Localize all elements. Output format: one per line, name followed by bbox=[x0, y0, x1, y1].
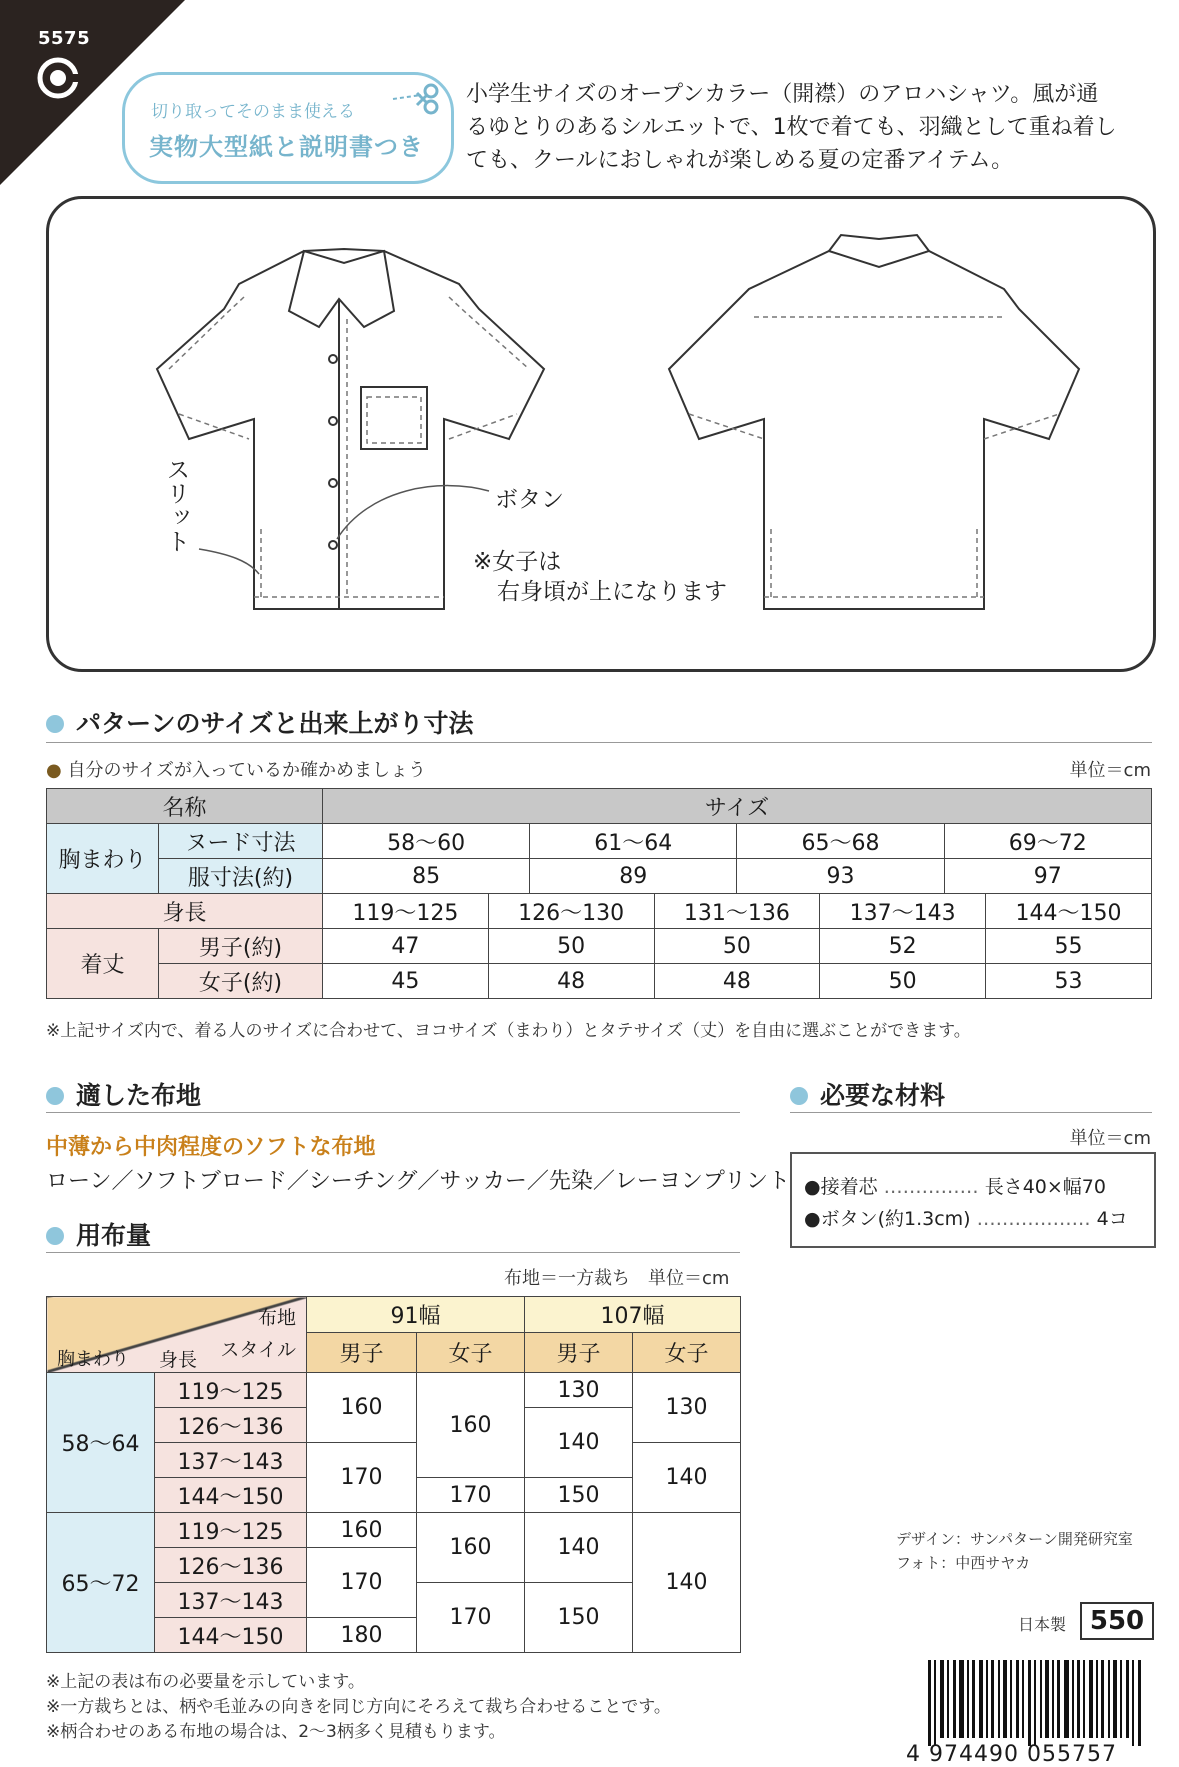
width-107-header: 107幅 bbox=[525, 1297, 741, 1333]
chest-group-label: 58〜64 bbox=[47, 1373, 155, 1513]
button-icon bbox=[329, 355, 337, 363]
material-value: 4コ bbox=[1096, 1208, 1128, 1230]
chest-label: 胸まわり bbox=[47, 824, 159, 894]
price-box: 550 bbox=[1080, 1602, 1154, 1640]
yardage-value: 170 bbox=[307, 1548, 417, 1618]
nude-value: 69〜72 bbox=[944, 824, 1151, 859]
height-row-label: 137〜143 bbox=[155, 1583, 307, 1618]
height-value: 126〜130 bbox=[488, 894, 654, 929]
yardage-value: 150 bbox=[525, 1478, 633, 1513]
height-value: 144〜150 bbox=[986, 894, 1152, 929]
material-leader: ……………… bbox=[976, 1208, 1091, 1230]
height-row-label: 119〜125 bbox=[155, 1373, 307, 1408]
girls-header: 女子 bbox=[633, 1333, 741, 1373]
yardage-value: 140 bbox=[633, 1513, 741, 1653]
boys-length: 55 bbox=[986, 929, 1152, 964]
yardage-note: 布地＝一方裁ち 単位＝cm bbox=[504, 1268, 730, 1289]
girls-note-line2: 右身頃が上になります bbox=[497, 579, 727, 605]
height-row-label: 144〜150 bbox=[155, 1478, 307, 1513]
material-item bbox=[804, 1204, 1128, 1231]
girls-header: 女子 bbox=[417, 1333, 525, 1373]
boys-length: 50 bbox=[488, 929, 654, 964]
boys-header: 男子 bbox=[307, 1333, 417, 1373]
barcode-number: 4 974490 055757 bbox=[906, 1742, 1117, 1767]
height-row-label: 119〜125 bbox=[155, 1513, 307, 1548]
material-item bbox=[804, 1172, 1106, 1199]
materials-unit: 単位＝cm bbox=[1069, 1128, 1151, 1149]
girls-length: 45 bbox=[323, 964, 489, 999]
section-bullet-icon bbox=[46, 1087, 64, 1105]
callout-line2: 実物大型紙と説明書つき bbox=[149, 133, 424, 161]
yardage-value: 150 bbox=[525, 1583, 633, 1653]
fabric-subtitle: 中薄から中肉程度のソフトな布地 bbox=[46, 1135, 376, 1160]
size-subtitle-text: 自分のサイズが入っているか確かめましょう bbox=[67, 760, 427, 781]
section-bullet-icon bbox=[790, 1087, 808, 1105]
width-91-header: 91幅 bbox=[307, 1297, 525, 1333]
girls-length: 48 bbox=[488, 964, 654, 999]
intro-line: 小学生サイズのオープンカラー（開襟）のアロハシャツ。風が通 bbox=[466, 82, 1099, 107]
materials-section-title bbox=[790, 1076, 945, 1112]
yardage-value: 160 bbox=[307, 1373, 417, 1443]
material-leader: …………… bbox=[883, 1176, 979, 1198]
fabric-section-title-text: 適した布地 bbox=[76, 1081, 202, 1110]
girls-length: 50 bbox=[820, 964, 986, 999]
button-label: ボタン bbox=[495, 487, 564, 513]
size-section-title bbox=[46, 704, 474, 740]
garment-value: 89 bbox=[530, 859, 737, 894]
boys-length: 50 bbox=[654, 929, 820, 964]
size-table bbox=[46, 788, 1152, 999]
garment-label: 服寸法(約) bbox=[159, 859, 323, 894]
corner-style-label: スタイル bbox=[220, 1339, 296, 1361]
yardage-value: 160 bbox=[417, 1373, 525, 1478]
length-label: 着丈 bbox=[47, 929, 159, 999]
header-size-cell: サイズ bbox=[323, 789, 1152, 824]
materials-section-title-text: 必要な材料 bbox=[820, 1081, 946, 1110]
brand-logo-icon bbox=[36, 56, 80, 100]
fabric-section-title bbox=[46, 1076, 201, 1112]
scissors-icon bbox=[391, 83, 441, 115]
yardage-value: 130 bbox=[633, 1373, 741, 1443]
button-icon bbox=[329, 417, 337, 425]
section-bullet-icon bbox=[46, 1227, 64, 1245]
material-name: ●ボタン(約1.3cm) bbox=[804, 1208, 971, 1230]
corner-chest-label: 胸まわり bbox=[57, 1349, 129, 1370]
yardage-corner-cell bbox=[47, 1297, 307, 1373]
product-code: 5575 bbox=[38, 28, 91, 49]
boys-length: 47 bbox=[323, 929, 489, 964]
corner-height-label: 身長 bbox=[159, 1349, 198, 1371]
yardage-value: 140 bbox=[525, 1408, 633, 1478]
yardage-value: 160 bbox=[307, 1513, 417, 1548]
design-credit: デザイン：サンパターン開発研究室 bbox=[896, 1530, 1133, 1548]
nude-value: 61〜64 bbox=[530, 824, 737, 859]
button-icon bbox=[329, 541, 337, 549]
corner-fabric-label: 布地 bbox=[257, 1307, 296, 1329]
boys-length: 52 bbox=[820, 929, 986, 964]
pattern-callout bbox=[122, 72, 454, 184]
intro-line: るゆとりのあるシルエットで、1枚で着ても、羽織として重ね着し bbox=[466, 115, 1117, 140]
nude-label: ヌード寸法 bbox=[159, 824, 323, 859]
yardage-value: 170 bbox=[417, 1478, 525, 1513]
boys-label: 男子(約) bbox=[159, 929, 323, 964]
yardage-value: 130 bbox=[525, 1373, 633, 1408]
material-value: 長さ40×幅70 bbox=[984, 1176, 1106, 1198]
yardage-section-title bbox=[46, 1216, 151, 1252]
slit-label: スリット bbox=[162, 457, 190, 553]
girls-label: 女子(約) bbox=[159, 964, 323, 999]
fabric-list: ローン／ソフトブロード／シーチング／サッカー／先染／レーヨンプリント bbox=[46, 1169, 791, 1194]
intro-text bbox=[466, 78, 1156, 177]
height-label: 身長 bbox=[47, 894, 323, 929]
yardage-footnote: ※柄合わせのある布地の場合は、2〜3柄多く見積もります。 bbox=[46, 1722, 506, 1742]
header-name-cell: 名称 bbox=[47, 789, 323, 824]
height-value: 131〜136 bbox=[654, 894, 820, 929]
size-subtitle: ● 自分のサイズが入っているか確かめましょう bbox=[46, 760, 427, 781]
callout-line1: 切り取ってそのまま使える bbox=[151, 102, 355, 122]
divider bbox=[790, 1112, 1152, 1113]
height-value: 119〜125 bbox=[323, 894, 489, 929]
height-value: 137〜143 bbox=[820, 894, 986, 929]
yardage-value: 160 bbox=[417, 1513, 525, 1583]
nude-value: 65〜68 bbox=[737, 824, 944, 859]
height-row-label: 126〜136 bbox=[155, 1408, 307, 1443]
girls-note-line1: ※女子は bbox=[473, 549, 562, 575]
yardage-footnotes bbox=[46, 1670, 671, 1745]
shirt-illustration-box bbox=[46, 196, 1156, 672]
yardage-table bbox=[46, 1296, 741, 1653]
girls-length: 48 bbox=[654, 964, 820, 999]
yardage-footnote: ※一方裁ちとは、柄や毛並みの向きを同じ方向にそろえて裁ち合わせることです。 bbox=[46, 1697, 671, 1717]
divider bbox=[46, 1112, 740, 1113]
materials-box bbox=[790, 1152, 1156, 1248]
height-row-label: 137〜143 bbox=[155, 1443, 307, 1478]
yardage-value: 170 bbox=[307, 1443, 417, 1513]
garment-value: 97 bbox=[944, 859, 1151, 894]
divider bbox=[46, 742, 1152, 743]
made-in-label: 日本製 bbox=[1018, 1615, 1067, 1634]
divider bbox=[46, 1252, 740, 1253]
button-icon bbox=[329, 479, 337, 487]
nude-value: 58〜60 bbox=[323, 824, 530, 859]
yardage-value: 180 bbox=[307, 1618, 417, 1653]
girls-length: 53 bbox=[986, 964, 1152, 999]
yardage-value: 140 bbox=[525, 1513, 633, 1583]
garment-value: 93 bbox=[737, 859, 944, 894]
yardage-footnote: ※上記の表は布の必要量を示しています。 bbox=[46, 1672, 365, 1692]
section-bullet-icon bbox=[46, 715, 64, 733]
chest-group-label: 65〜72 bbox=[47, 1513, 155, 1653]
yardage-value: 170 bbox=[417, 1583, 525, 1653]
size-unit: 単位＝cm bbox=[1069, 760, 1151, 781]
size-footnote: ※上記サイズ内で、着る人のサイズに合わせて、ヨコサイズ（まわり）とタテサイズ（丈）を自由に選ぶことができます。 bbox=[46, 1021, 971, 1041]
height-row-label: 126〜136 bbox=[155, 1548, 307, 1583]
size-section-title-text: パターンのサイズと出来上がり寸法 bbox=[76, 709, 474, 738]
intro-line: ても、クールにおしゃれが楽しめる夏の定番アイテム。 bbox=[466, 148, 1014, 173]
boys-header: 男子 bbox=[525, 1333, 633, 1373]
yardage-value: 140 bbox=[633, 1443, 741, 1513]
height-row-label: 144〜150 bbox=[155, 1618, 307, 1653]
photo-credit: フォト：中西サヤカ bbox=[896, 1554, 1031, 1572]
back-shirt-body bbox=[669, 247, 1079, 609]
garment-value: 85 bbox=[323, 859, 530, 894]
yardage-section-title-text: 用布量 bbox=[76, 1221, 152, 1250]
material-name: ●接着芯 bbox=[804, 1176, 878, 1198]
